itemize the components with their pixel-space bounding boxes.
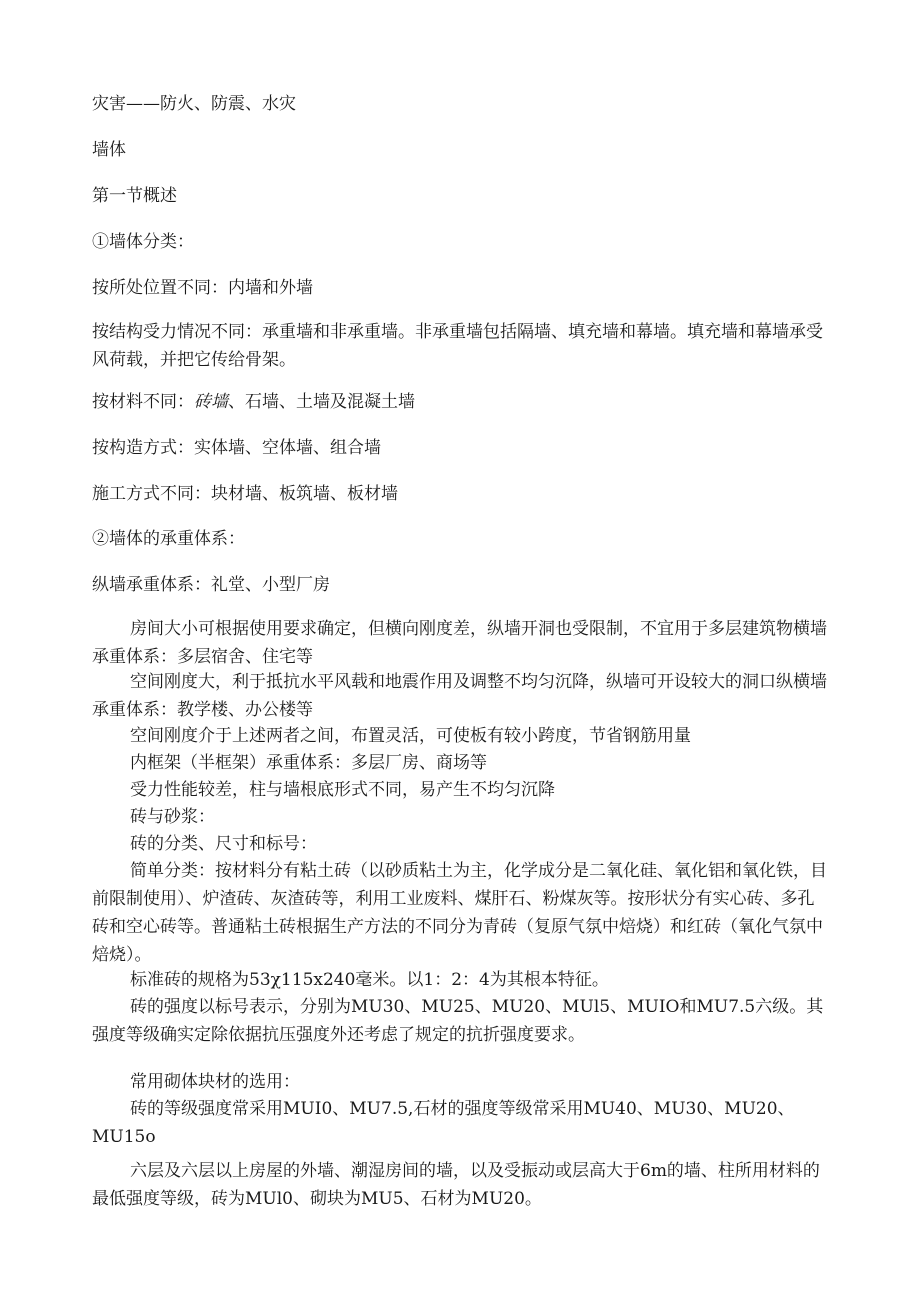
- paragraph-strength-grades: 砖的等级强度常采用MUI0、MU7.5,石材的强度等级常采用MU40、MU30、MU20、MU15o: [92, 1099, 795, 1147]
- paragraph-standard-brick: 标准砖的规格为53χ115x240毫米。以1：2：4为其根本特征。: [130, 970, 609, 990]
- paragraph-position: 按所处位置不同：内墙和外墙: [92, 278, 313, 298]
- paragraph-transverse: 房间大小可根据使用要求确定，但横向刚度差，纵墙开洞也受限制，不宜用于多层建筑物横墙承重体系：多层宿舍、住宅等: [92, 619, 827, 667]
- paragraph-inner-frame-desc: 受力性能较差，柱与墙根底形式不同，易产生不均匀沉降: [130, 780, 555, 800]
- material-brick-wall: 砖墙: [194, 392, 228, 412]
- subsection-bearing-system: ②墙体的承重体系：: [92, 529, 245, 549]
- paragraph-brick-strength: 砖的强度以标号表示，分别为MU30、MU25、MU20、MUl5、MUIO和MU7.5六级。其强度等级确实定除依据抗压强度外还考虑了规定的抗折强度要求。: [92, 997, 824, 1045]
- material-rest: 、石墙、土墙及混凝土墙: [228, 392, 415, 412]
- paragraph-method: 施工方式不同：块材墙、板筑墙、板材墙: [92, 484, 398, 504]
- paragraph-six-storey: 六层及六层以上房屋的外墙、潮湿房间的墙，以及受振动或层高大于6m的墙、柱所用材料的最低强度等级，砖为MUl0、砌块为MU5、石材为MU20。: [92, 1161, 820, 1209]
- paragraph-brick-mortar: 砖与砂浆：: [130, 807, 215, 827]
- paragraph-mixed-desc: 空间刚度介于上述两者之间，布置灵活，可使板有较小跨度，节省钢筋用量: [130, 726, 691, 746]
- paragraph-longitudinal: 纵墙承重体系：礼堂、小型厂房: [92, 575, 330, 595]
- subsection-wall-classification: ①墙体分类：: [92, 232, 194, 252]
- heading-wall: 墙体: [92, 140, 126, 160]
- paragraph-simple-classification: 简单分类：按材料分有粘土砖（以砂质粘土为主，化学成分是二氧化硅、氧化铝和氧化铁，目前限制使用）、炉渣砖、灰渣砖等，利用工业废料、煤肝石、粉煤灰等。按形状分有实心砖、多孔砖和空心砖等。普通粘土砖根据生产方法的不同分为青砖（复原气氛中焙烧）和红砖（氧化气氛中焙烧）。: [92, 861, 827, 965]
- paragraph-construction: 按构造方式：实体墙、空体墙、组合墙: [92, 438, 381, 458]
- paragraph-mixed: 空间刚度大，利于抵抗水平风载和地震作用及调整不均匀沉降，纵墙可开设较大的洞口纵横墙承重体系：教学楼、办公楼等: [92, 672, 827, 720]
- heading-disaster: 灾害——防火、防震、水灾: [92, 94, 296, 114]
- paragraph-common-units: 常用砌体块材的选用：: [130, 1072, 300, 1092]
- paragraph-material: [92, 388, 827, 416]
- paragraph-inner-frame: 内框架（半框架）承重体系：多层厂房、商场等: [130, 753, 487, 773]
- material-lead: 按材料不同：: [92, 392, 194, 412]
- paragraph-brick-types: 砖的分类、尺寸和标号：: [130, 834, 317, 854]
- section-title: 第一节概述: [92, 186, 177, 206]
- paragraph-structure: 按结构受力情况不同：承重墙和非承重墙。非承重墙包括隔墙、填充墙和幕墙。填充墙和幕墙承受风荷载，并把它传给骨架。: [92, 322, 823, 370]
